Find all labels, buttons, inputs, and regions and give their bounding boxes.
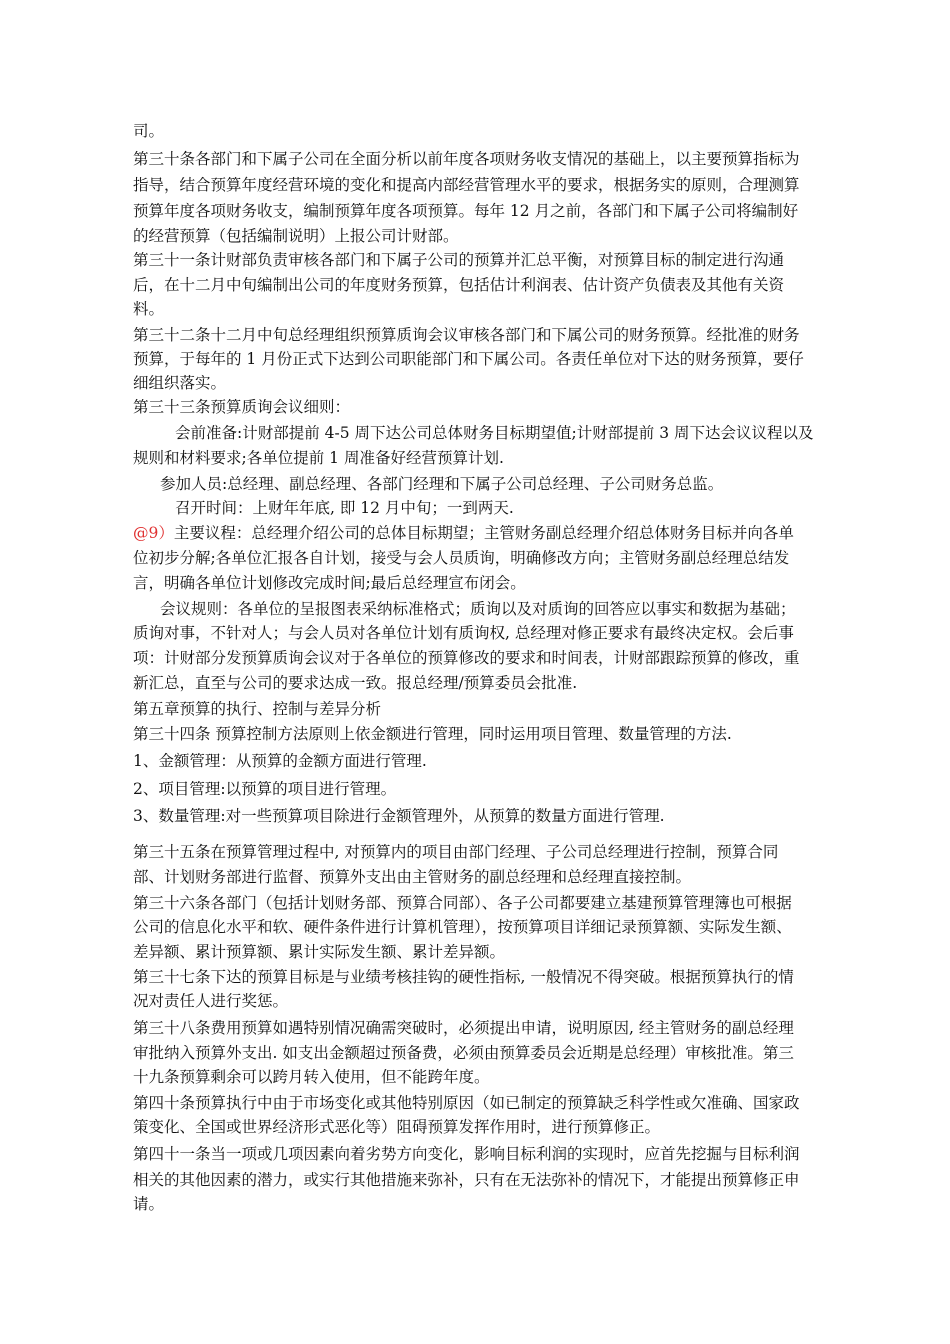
- text-line: 规则和材料要求;各单位提前 1 周准备好经营预算计划.: [133, 449, 504, 467]
- text-line: 差异额、累计预算额、累计实际发生额、累计差异额。: [133, 943, 506, 961]
- text-line: 第四十条预算执行中由于市场变化或其他特别原因（如已制定的预算缺乏科学性或欠准确、国家政: [133, 1094, 800, 1112]
- text-line: 第三十条各部门和下属子公司在全面分析以前年度各项财务收支情况的基础上，以主要预算指标为: [133, 150, 800, 168]
- text-line: 第三十七条下达的预算目标是与业绩考核挂钩的硬性指标, 一般情况不得突破。根据预算执行的情: [133, 968, 794, 986]
- text-line: 审批纳入预算外支出. 如支出金额超过预备费，必须由预算委员会近期是总经理）审核批准。第三: [133, 1044, 794, 1062]
- text-line: 言，明确各单位计划修改完成时间;最后总经理宣布闭会。: [133, 574, 526, 592]
- list-item: 2、项目管理:以预算的项目进行管理。: [133, 780, 397, 798]
- text-line: 质询对事，不针对人；与会人员对各单位计划有质询权, 总经理对修正要求有最终决定权。会后事: [133, 624, 794, 642]
- text-line: 新汇总，直至与公司的要求达成一致。报总经理/预算委员会批准.: [133, 674, 578, 692]
- text-line: 召开时间：上财年年底, 即 12 月中旬；一到两天.: [175, 499, 514, 517]
- text-line: 第三十一条计财部负责审核各部门和下属子公司的预算并汇总平衡，对预算目标的制定进行沟通: [133, 251, 785, 269]
- text-line: 第三十六条各部门（包括计划财务部、预算合同部）、各子公司都要建立基建预算管理簿也可根据: [133, 894, 792, 912]
- text-line: 参加人员:总经理、副总经理、各部门经理和下属子公司总经理、子公司财务总监。: [160, 475, 724, 493]
- text-line: 第三十三条预算质询会议细则：: [133, 398, 351, 416]
- text-span: 主要议程：总经理介绍公司的总体目标期望；主管财务副总经理介绍总体财务目标并向各单: [173, 524, 794, 542]
- text-line: 指导，结合预算年度经营环境的变化和提高内部经营管理水平的要求，根据务实的原则，合理测算: [133, 176, 800, 194]
- text-line: 相关的其他因素的潜力，或实行其他措施来弥补，只有在无法弥补的情况下，才能提出预算修正申: [133, 1171, 800, 1189]
- text-line: 司。: [133, 122, 165, 140]
- list-item: 1、金额管理：从预算的金额方面进行管理.: [133, 752, 427, 770]
- text-line: 细组织落实。: [133, 374, 227, 392]
- text-line: 第三十五条在预算管理过程中, 对预算内的项目由部门经理、子公司总经理进行控制，预算合同: [133, 843, 779, 861]
- section-heading: 第五章预算的执行、控制与差异分析: [133, 700, 382, 718]
- text-line: 第三十二条十二月中旬总经理组织预算质询会议审核各部门和下属公司的财务预算。经批准的财务: [133, 326, 800, 344]
- text-line: 十九条预算剩余可以跨月转入使用，但不能跨年度。: [133, 1068, 490, 1086]
- text-line: 策变化、全国或世界经济形式恶化等）阻碍预算发挥作用时，进行预算修正。: [133, 1118, 661, 1136]
- text-line: 料。: [133, 300, 165, 318]
- text-line: 位初步分解;各单位汇报各自计划，接受与会人员质询，明确修改方向；主管财务副总经理总结发: [133, 549, 790, 567]
- list-item: 3、数量管理:对一些预算项目除进行金额管理外，从预算的数量方面进行管理.: [133, 807, 665, 825]
- text-line: 项：计财部分发预算质询会议对于各单位的预算修改的要求和时间表，计财部跟踪预算的修改，重: [133, 649, 800, 667]
- text-line: 第三十四条 预算控制方法原则上依金额进行管理，同时运用项目管理、数量管理的方法.: [133, 725, 732, 743]
- text-line: 预算，于每年的 1 月份正式下达到公司职能部门和下属公司。各责任单位对下达的财务预算，要仔: [133, 350, 804, 368]
- text-line: 第三十八条费用预算如遇特别情况确需突破时，必须提出申请，说明原因, 经主管财务的副总经理: [133, 1019, 794, 1037]
- text-line: 况对责任人进行奖惩。: [133, 992, 289, 1010]
- text-line: 的经营预算（包括编制说明）上报公司计财部。: [133, 227, 459, 245]
- text-line: 公司的信息化水平和软、硬件条件进行计算机管理），按预算项目详细记录预算额、实际发生额、: [133, 918, 792, 936]
- text-line: 第四十一条当一项或几项因素向着劣势方向变化，影响目标利润的实现时，应首先挖掘与目标利润: [133, 1145, 800, 1163]
- text-line: [133, 523, 794, 543]
- text-line: 后，在十二月中旬编制出公司的年度财务预算，包括估计利润表、估计资产负债表及其他有关资: [133, 276, 785, 294]
- text-line: 部、计划财务部进行监督、预算外支出由主管财务的副总经理和总经理直接控制。: [133, 868, 692, 886]
- text-line: 预算年度各项财务收支，编制预算年度各项预算。每年 12 月之前，各部门和下属子公司将编制好: [133, 202, 799, 220]
- text-line: 请。: [133, 1195, 165, 1213]
- text-line: 会议规则：各单位的呈报图表采纳标准格式；质询以及对质询的回答应以事实和数据为基础；: [160, 600, 796, 618]
- comment-marker: @9）: [133, 524, 174, 542]
- text-line: 会前准备:计财部提前 4-5 周下达公司总体财务目标期望值;计财部提前 3 周下达会议议程以及: [175, 424, 814, 442]
